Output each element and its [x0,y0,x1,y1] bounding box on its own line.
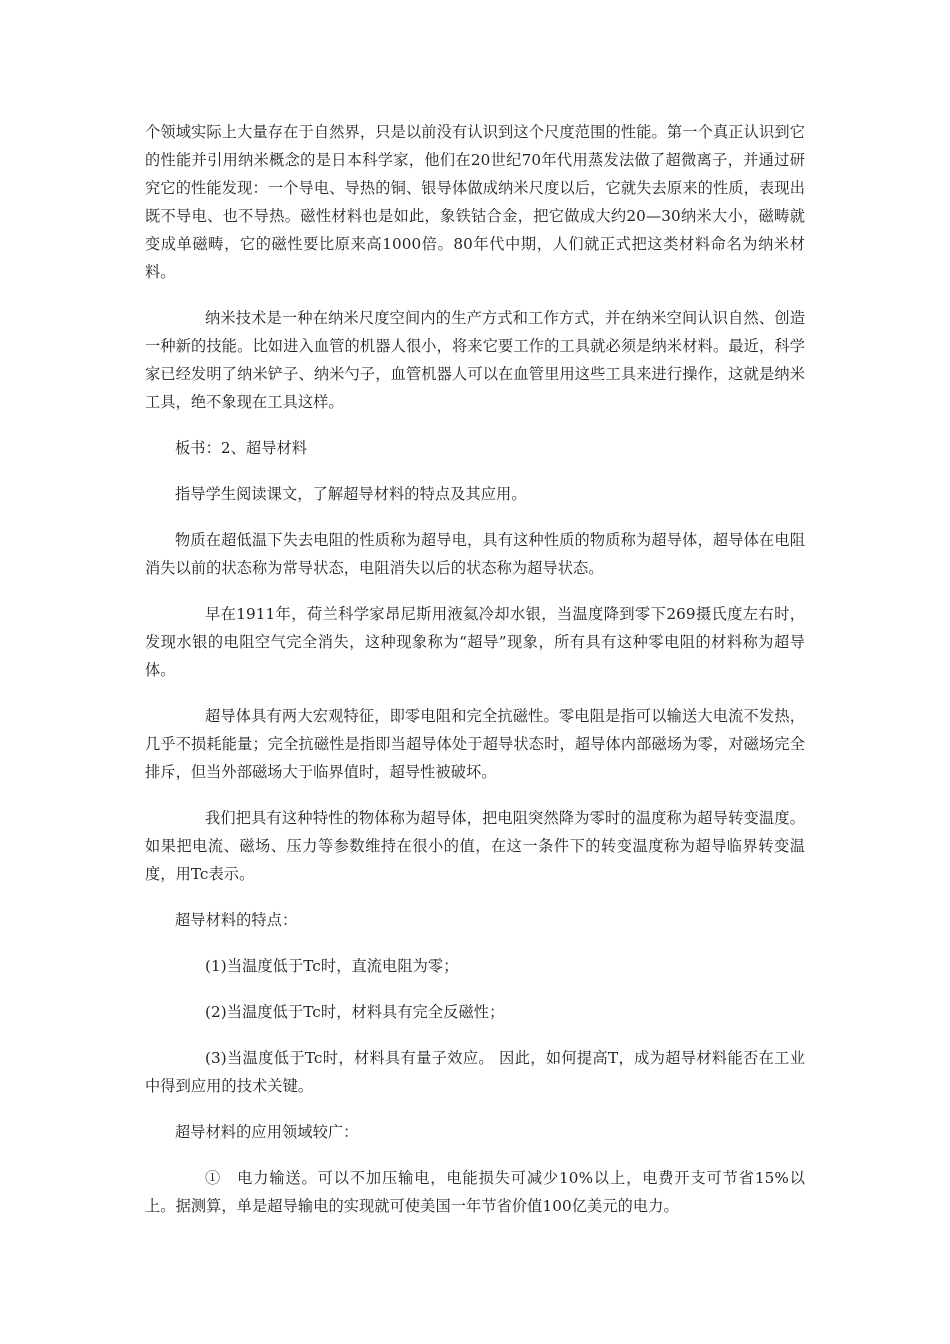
list-item-feature-2: (2)当温度低于Tc时，材料具有完全反磁性； [205,1003,505,1021]
list-item-feature-3: (3)当温度低于Tc时，材料具有量子效应。 因此，如何提高T，成为超导材料能否在工业中得到应用的技术关键。 [145,1049,805,1095]
paragraph-board-heading: 板书：2、超导材料 [175,439,308,457]
paragraph-applications-heading: 超导材料的应用领域较广： [175,1123,359,1141]
paragraph-nanomaterial-history: 个领域实际上大量存在于自然界，只是以前没有认识到这个尺度范围的性能。第一个真正认识到它的性能并引用纳米概念的是日本科学家，他们在20世纪70年代用蒸发法做了超微离子，并通过研究它的性能发现：一个导电、导热的铜、银导体做成纳米尺度以后，它就失去原来的性质，表现出既不导电、也不导热。磁性材料也是如此，象铁钴合金，把它做成大约20—30纳米大小，磁畴就变成单磁畴，它的磁性要比原来高1000倍。80年代中期，人们就正式把这类材料命名为纳米材料。 [145,123,805,281]
list-item-feature-1: (1)当温度低于Tc时，直流电阻为零； [205,957,459,975]
paragraph-nanotechnology: 纳米技术是一种在纳米尺度空间内的生产方式和工作方式，并在纳米空间认识自然、创造一种新的技能。比如进入血管的机器人很小，将来它要工作的工具就必须是纳米材料。最近，科学家已经发明了纳米铲子、纳米勺子，血管机器人可以在血管里用这些工具来进行操作，这就是纳米工具，绝不象现在工具这样。 [145,309,805,411]
document-page [145,118,805,1238]
paragraph-features-heading: 超导材料的特点： [175,911,298,929]
list-item-application-power: ① 电力输送。可以不加压输电，电能损失可减少10%以上，电费开支可节省15%以上。据测算，单是超导输电的实现就可使美国一年节省价值100亿美元的电力。 [145,1169,805,1215]
paragraph-superconductivity-definition: 物质在超低温下失去电阻的性质称为超导电，具有这种性质的物质称为超导体，超导体在电阻消失以前的状态称为常导状态，电阻消失以后的状态称为超导状态。 [145,531,805,577]
paragraph-transition-temperature: 我们把具有这种特性的物体称为超导体，把电阻突然降为零时的温度称为超导转变温度。如果把电流、磁场、压力等参数维持在很小的值，在这一条件下的转变温度称为超导临界转变温度，用Tc表示。 [145,809,805,883]
paragraph-macroscopic-features: 超导体具有两大宏观特征，即零电阻和完全抗磁性。零电阻是指可以输送大电流不发热，几乎不损耗能量；完全抗磁性是指即当超导体处于超导状态时，超导体内部磁场为零，对磁场完全排斥，但当外部磁场大于临界值时，超导性被破坏。 [145,707,805,781]
paragraph-history-1911: 早在1911年，荷兰科学家昂尼斯用液氦冷却水银，当温度降到零下269摄氏度左右时，发现水银的电阻空气完全消失，这种现象称为“超导”现象，所有具有这种零电阻的材料称为超导体。 [145,605,805,679]
paragraph-reading-guide: 指导学生阅读课文，了解超导材料的特点及其应用。 [175,485,527,503]
